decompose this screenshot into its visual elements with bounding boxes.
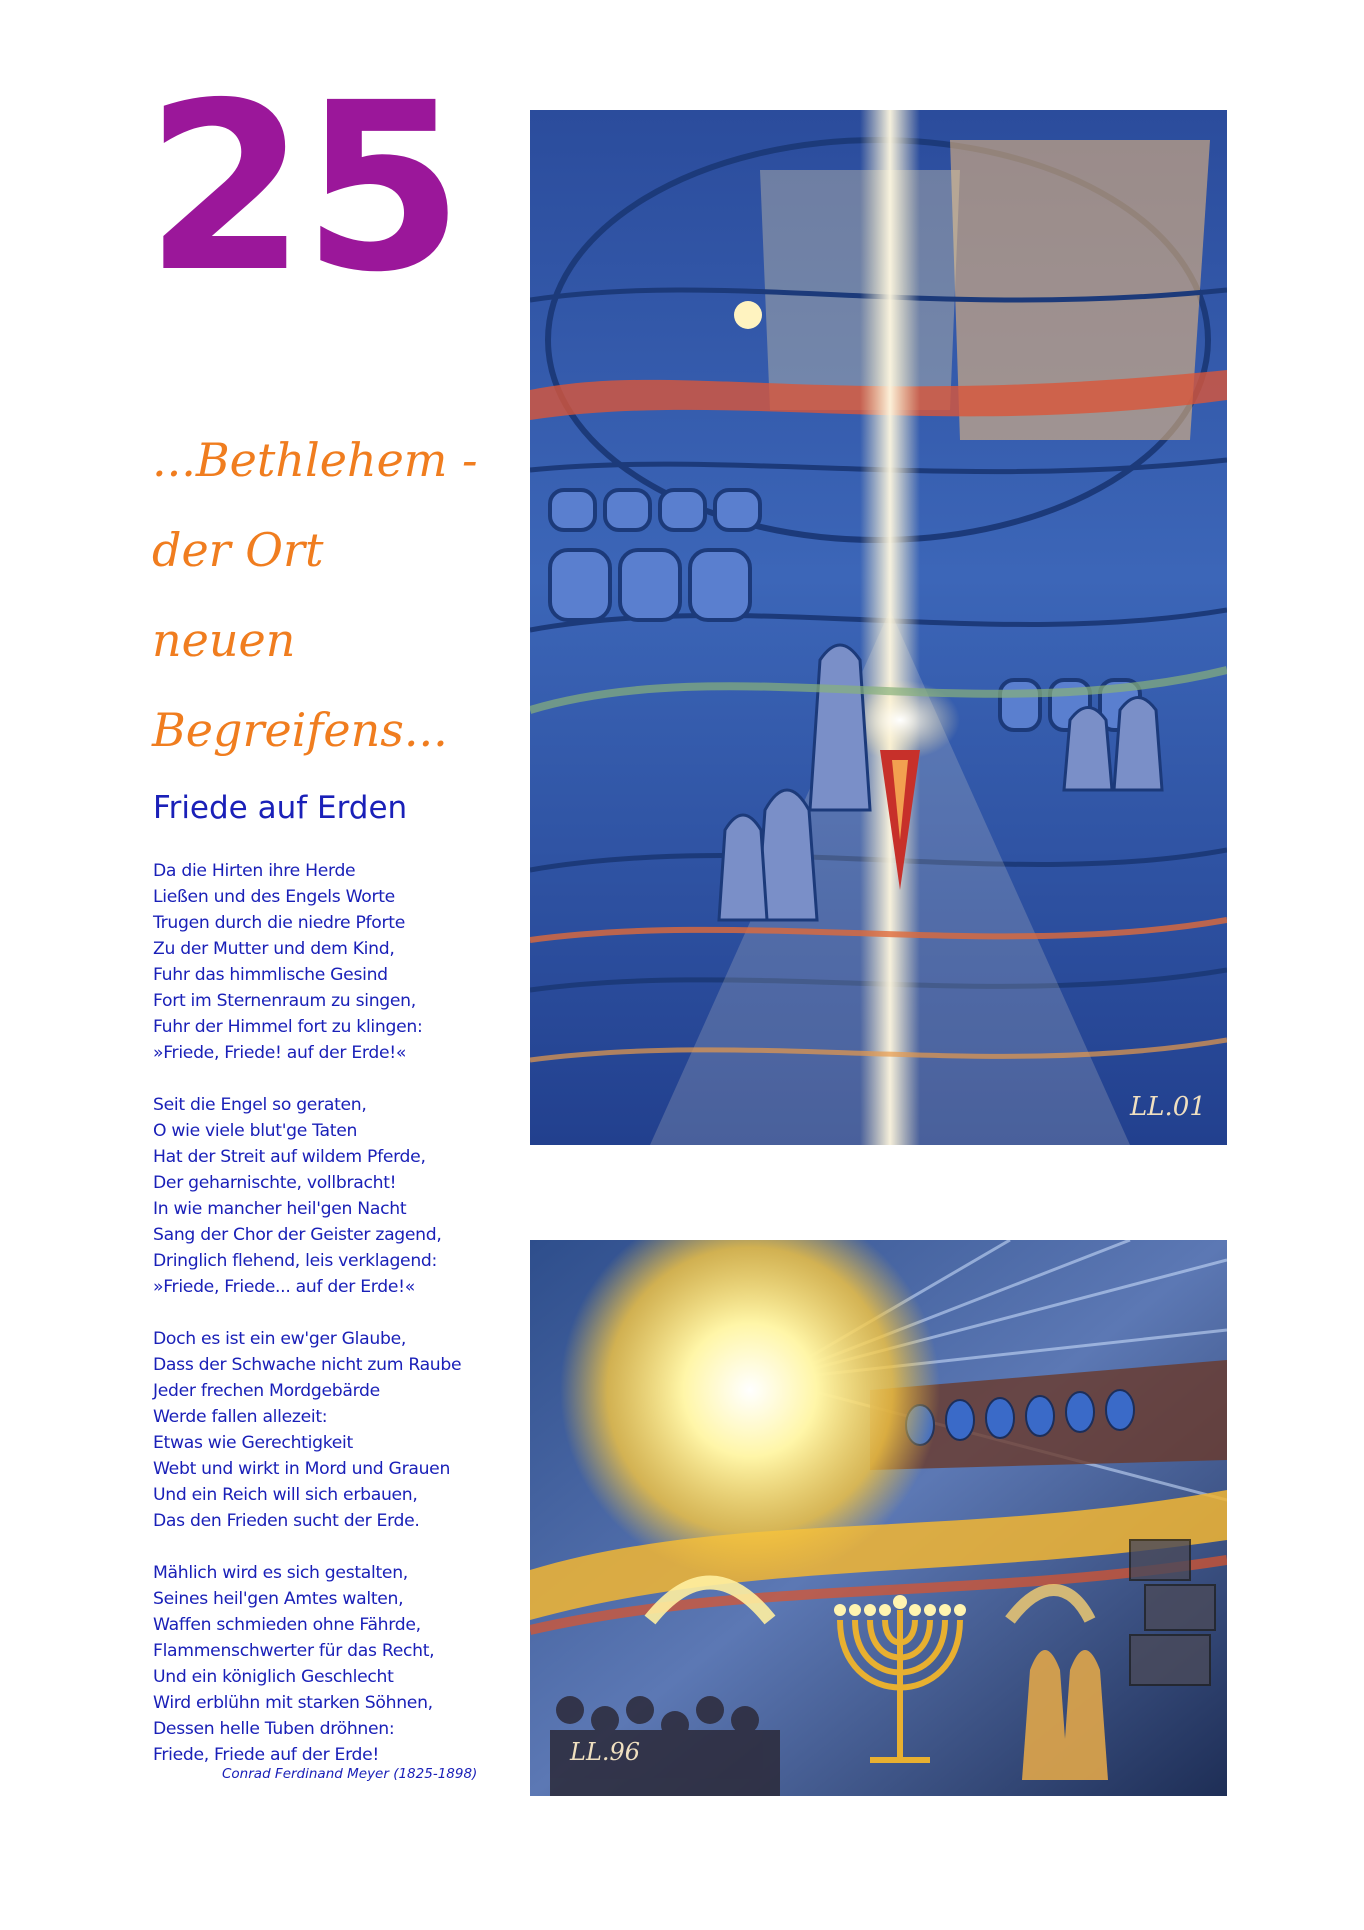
motto-line: Begreifens... — [152, 703, 448, 757]
day-number: 25 — [145, 53, 460, 323]
poem-title: Friede auf Erden — [153, 790, 408, 826]
poem-line: In wie mancher heil'gen Nacht — [153, 1199, 407, 1219]
poem-line: Der geharnischte, vollbracht! — [153, 1173, 397, 1193]
poem-line: Und ein königlich Geschlecht — [153, 1667, 394, 1687]
poem-line: Dass der Schwache nicht zum Raube — [153, 1355, 462, 1375]
motto-line: der Ort — [152, 523, 324, 577]
painting-bethlehem — [530, 110, 1227, 1145]
poem-line: Doch es ist ein ew'ger Glaube, — [153, 1329, 407, 1349]
painting-signature: LL.01 — [1130, 1092, 1206, 1122]
poem-line: Fort im Sternenraum zu singen, — [153, 991, 416, 1011]
poem-stanza — [153, 1560, 528, 1768]
poem-line: Zu der Mutter und dem Kind, — [153, 939, 395, 959]
painting-signature: LL.96 — [570, 1738, 641, 1766]
poem-line: Waffen schmieden ohne Fährde, — [153, 1615, 421, 1635]
poem-line: O wie viele blut'ge Taten — [153, 1121, 358, 1141]
poem-line: Wird erblühn mit starken Söhnen, — [153, 1693, 433, 1713]
poem-line: »Friede, Friede... auf der Erde!« — [153, 1277, 415, 1297]
poem-line: Dringlich flehend, leis verklagend: — [153, 1251, 438, 1271]
motto-line: neuen — [152, 613, 296, 667]
poem-line: Jeder frechen Mordgebärde — [153, 1381, 380, 1401]
poem-line: Seit die Engel so geraten, — [153, 1095, 367, 1115]
poem-line: Etwas wie Gerechtigkeit — [153, 1433, 353, 1453]
poem-stanza — [153, 1326, 528, 1534]
poem-line: Ließen und des Engels Worte — [153, 887, 395, 907]
poem-line: Flammenschwerter für das Recht, — [153, 1641, 435, 1661]
painting-menorah-artwork — [530, 1240, 1227, 1796]
motto-line: ...Bethlehem - — [152, 433, 478, 487]
poem-line: Webt und wirkt in Mord und Grauen — [153, 1459, 451, 1479]
poem-line: Fuhr der Himmel fort zu klingen: — [153, 1017, 423, 1037]
poem-line: Dessen helle Tuben dröhnen: — [153, 1719, 395, 1739]
poem-line: Trugen durch die niedre Pforte — [153, 913, 405, 933]
poem-line: Da die Hirten ihre Herde — [153, 861, 356, 881]
motto — [152, 415, 542, 775]
poem-stanza — [153, 1092, 528, 1300]
poem-line: Fuhr das himmlische Gesind — [153, 965, 388, 985]
poem-line: Werde fallen allezeit: — [153, 1407, 328, 1427]
poem-line: »Friede, Friede! auf der Erde!« — [153, 1043, 407, 1063]
poem-line: Sang der Chor der Geister zagend, — [153, 1225, 442, 1245]
painting-bethlehem-artwork — [530, 110, 1227, 1145]
poem-line: Friede, Friede auf der Erde! — [153, 1745, 380, 1765]
poem-line: Mählich wird es sich gestalten, — [153, 1563, 408, 1583]
poem — [153, 858, 528, 1794]
poem-line: Hat der Streit auf wildem Pferde, — [153, 1147, 426, 1167]
poem-line: Seines heil'gen Amtes walten, — [153, 1589, 404, 1609]
poem-stanza — [153, 858, 528, 1066]
poem-author: Conrad Ferdinand Meyer (1825-1898) — [222, 1766, 478, 1782]
poem-line: Das den Frieden sucht der Erde. — [153, 1511, 420, 1531]
poem-line: Und ein Reich will sich erbauen, — [153, 1485, 418, 1505]
painting-menorah — [530, 1240, 1227, 1796]
